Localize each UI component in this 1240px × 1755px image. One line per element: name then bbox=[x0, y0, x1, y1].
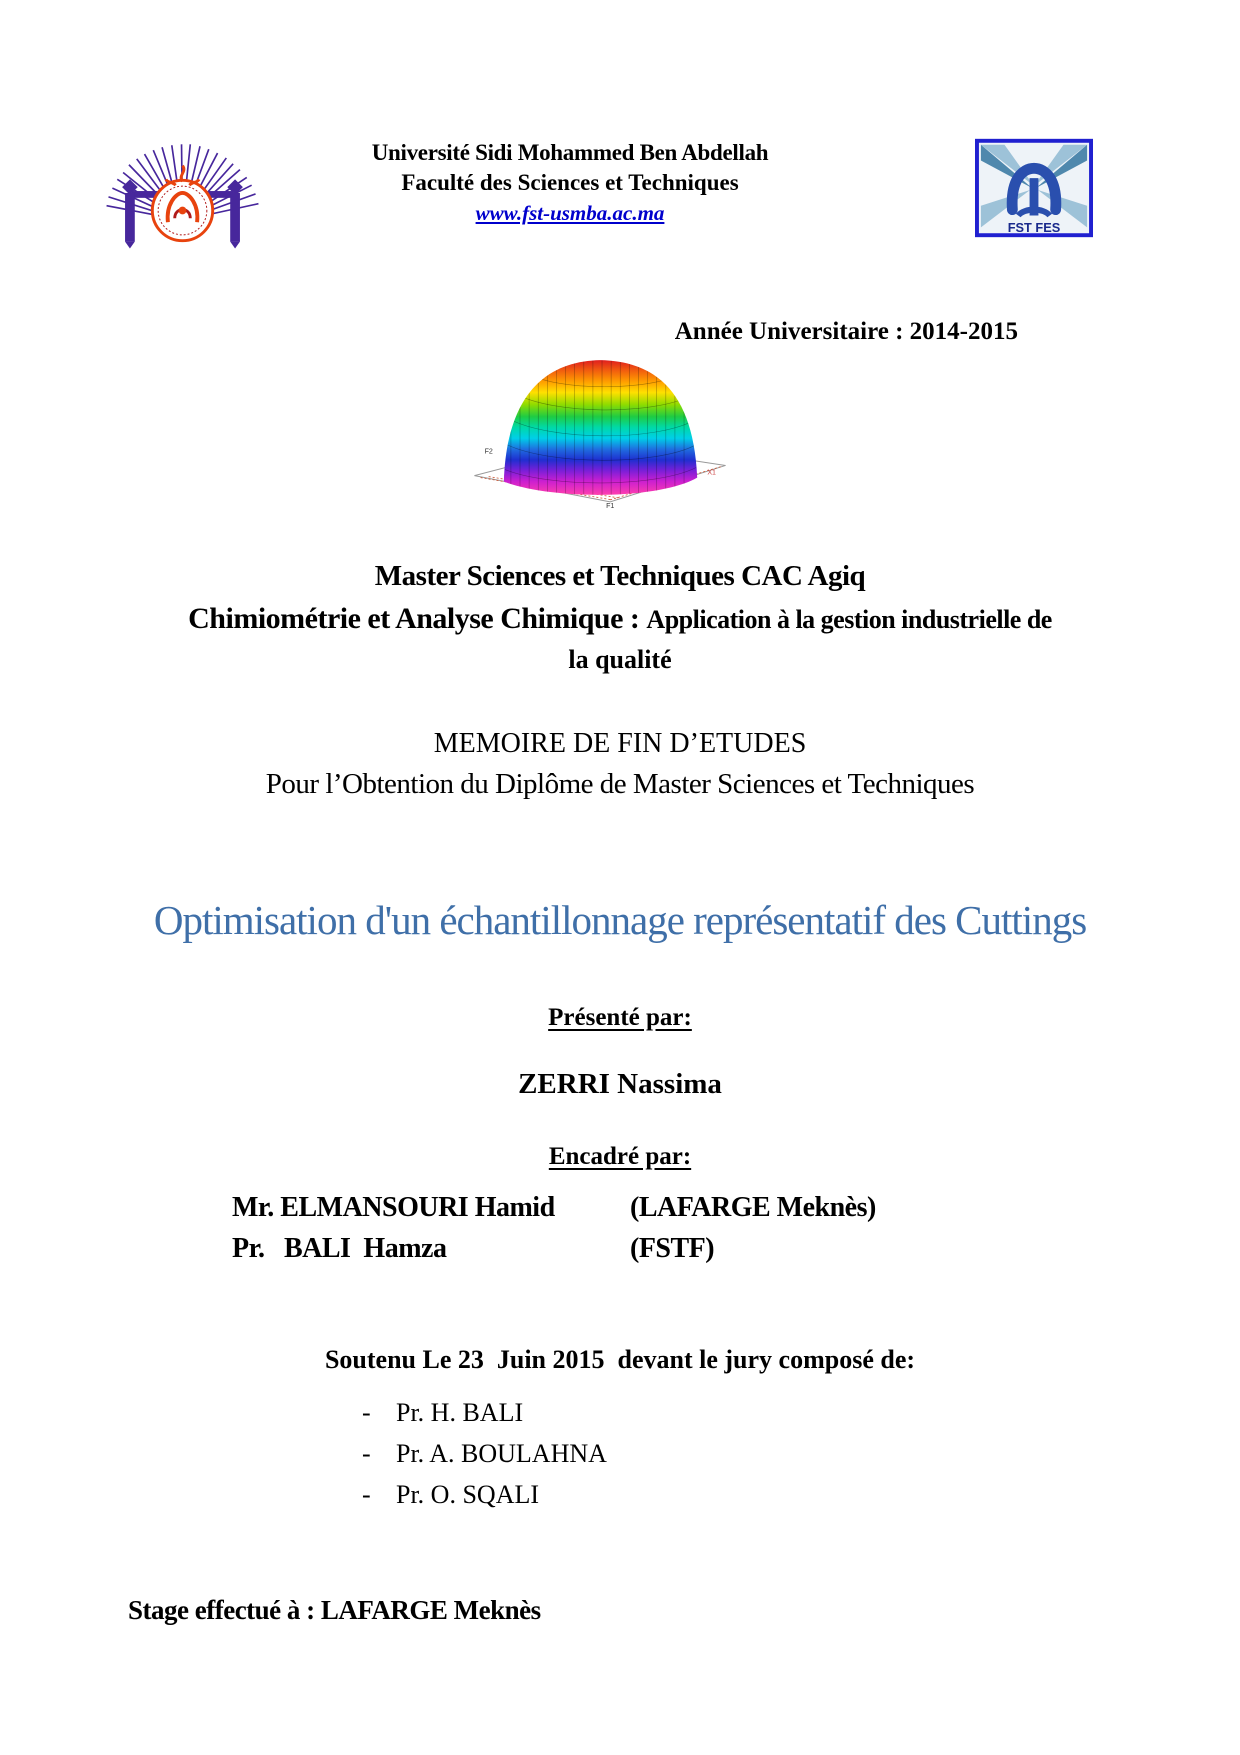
axis-label-f2: F2 bbox=[484, 447, 493, 456]
header-institution-block bbox=[300, 140, 840, 226]
axis-label-x1: X1 bbox=[707, 468, 716, 477]
fst-fes-icon bbox=[975, 138, 1093, 238]
jury-item bbox=[362, 1480, 607, 1510]
surface-plot-figure bbox=[455, 348, 745, 510]
fst-fes-logo bbox=[975, 138, 1093, 238]
website-link[interactable]: www.fst-usmba.ac.ma bbox=[475, 201, 665, 225]
presented-by-heading-text: Présenté par: bbox=[548, 1004, 692, 1031]
defense-date-line: Soutenu Le 23 Juin 2015 devant le jury composé de: bbox=[324, 1345, 916, 1374]
speciality-strong-text: Chimiométrie et Analyse Chimique : bbox=[188, 602, 647, 635]
jury-list bbox=[362, 1398, 607, 1521]
thesis-title: Optimisation d'un échantillonnage représentatif des Cuttings bbox=[153, 897, 1087, 943]
supervised-by-heading-text: Encadré par: bbox=[548, 1143, 692, 1170]
university-emblem-icon bbox=[90, 135, 275, 250]
speciality-line bbox=[0, 602, 1240, 636]
jury-item bbox=[362, 1439, 607, 1469]
internship-location: Stage effectué à : LAFARGE Meknès bbox=[128, 1595, 541, 1625]
author-name: ZERRI Nassima bbox=[518, 1068, 722, 1100]
jury-member-name: Pr. O. SQALI bbox=[396, 1480, 540, 1509]
memoire-subtitle: Pour l’Obtention du Diplôme de Master Sciences et Techniques bbox=[265, 768, 975, 800]
jury-member-name: Pr. H. BALI bbox=[396, 1398, 524, 1427]
supervisor-affiliation: (LAFARGE Meknès) bbox=[630, 1192, 876, 1223]
axis-label-f1: F1 bbox=[606, 501, 615, 510]
supervisor-name: Mr. ELMANSOURI Hamid bbox=[232, 1192, 555, 1223]
memoire-title: MEMOIRE DE FIN D’ETUDES bbox=[433, 728, 807, 759]
supervisors-list bbox=[232, 1192, 1032, 1274]
speciality-rest-text: Application à la gestion industrielle de bbox=[646, 605, 1052, 634]
master-program-title: Master Sciences et Techniques CAC Agiq bbox=[374, 560, 866, 592]
supervisor-row bbox=[232, 1233, 1032, 1265]
fst-fes-caption: FST FES bbox=[1007, 220, 1061, 236]
jury-bullet: - bbox=[362, 1439, 371, 1468]
jury-member-name: Pr. A. BOULAHNA bbox=[396, 1439, 607, 1468]
university-emblem-logo bbox=[90, 135, 275, 250]
presented-by-heading bbox=[0, 1004, 1240, 1032]
surface-plot-icon bbox=[455, 348, 745, 510]
jury-bullet: - bbox=[362, 1480, 371, 1509]
supervisor-name: Pr. BALI Hamza bbox=[232, 1233, 447, 1264]
faculty-name: Faculté des Sciences et Techniques bbox=[401, 170, 739, 195]
speciality-end-text: la qualité bbox=[568, 645, 672, 674]
supervisor-row bbox=[232, 1192, 1032, 1224]
supervised-by-heading bbox=[0, 1143, 1240, 1171]
jury-item bbox=[362, 1398, 607, 1428]
academic-year: Année Universitaire : 2014-2015 bbox=[674, 318, 1018, 345]
university-name: Université Sidi Mohammed Ben Abdellah bbox=[371, 140, 769, 165]
supervisor-affiliation: (FSTF) bbox=[630, 1233, 715, 1264]
jury-bullet: - bbox=[362, 1398, 371, 1427]
